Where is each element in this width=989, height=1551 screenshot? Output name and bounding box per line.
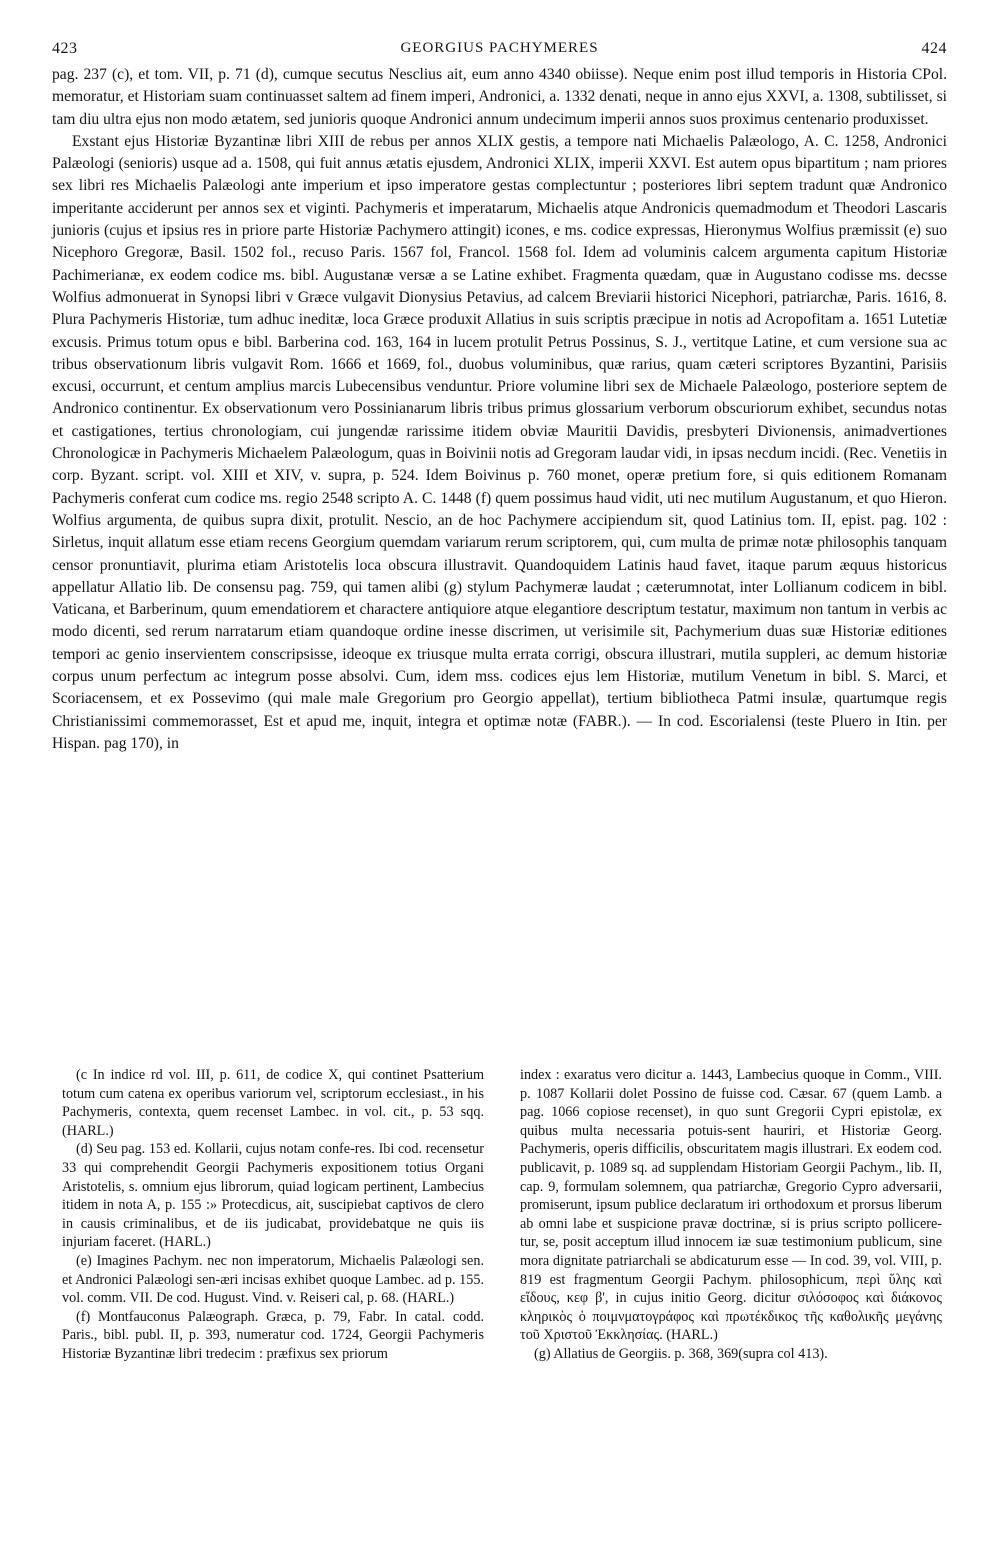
page-header xyxy=(52,40,947,66)
main-paragraph-1: pag. 237 (c), et tom. VII, p. 71 (d), cumque secutus Nesclius ait, eum anno 4340 obiisse). Neque enim post illud temporis in Historia CPol. memoratur, et Historiam suam continuasset saltem ad finem imperi, Andronici, a. 1332 denati, neque in anno ejus XXVI, a. 1308, subtilisset, si tam diu ultra ejus non modo ætatem, sed junioris quoque Andronici annum undecimum imperii annos suos proximus centenario produxisset. xyxy=(52,66,947,128)
footnote-d: (d) Seu pag. 153 ed. Kollarii, cujus notam confe-res. Ibi cod. recensetur 33 qui comprehendit Georgii Pachymeris expositionem totius Organi Aristotelis, s. omnium ejus librorum, quiad logicam pertinent, Lambecius itidem in nota A, p. 155 :» Protecdicus, ait, suscipiebat captivos de clero in causis criminalibus, et de iis judicabat, providebatque ne quis iis injuriam faceret. (HARL.) xyxy=(62,1141,484,1251)
footnote-f-continued: index : exaratus vero dicitur a. 1443, Lambecius quoque in Comm., VIII. p. 1087 Kollarii dolet Possino de fuisse cod. Cæsar. 67 (quem Lamb. a pag. 1066 copiose recenset), in quo sunt Gregorii Cypri epistolæ, ex quibus multa necessaria potuis-sent hauriri, et Historiæ Georg. Pachymeris, operis difficilis, obscuritatem magis illustrari. Ex eodem cod. publicavit, p. 1089 sq. ad supplendam Historiam Georgii Pachym., lib. II, cap. 9, formulam solemnem, qua patriarchæ, Gregorio Cypro adversarii, promiserunt, ipsum publice declaratum iri orthodoxum et prorsus liberum ab omni labe et suspicione pravæ doctrinæ, si is prius scripto pollicere-tur, se, posit acceptum illud innocem iæ suæ testimonium publicum, sine mora dignitate patriarchali se abdicaturum esse — In cod. 39, vol. VIII, p. 819 est fragmentum Georgii Pachym. philosophicum, περὶ ὕλης καὶ εἴδους, κεφ β', in cujus initio Georg. dicitur σιλόσοφος καὶ διάκονος κληρικὸς ὁ ποιμνματογράφος καὶ πρωτέκδικος τῆς καθολικῆς μεγάνης τοῦ Χριστοῦ Ἐκκλησίας. (HARL.) xyxy=(520,1067,942,1344)
footnote-f: (f) Montfauconus Palæograph. Græca, p. 79, Fabr. In catal. codd. Paris., bibl. publ. II, p. 393, numeratur cod. 1724, Georgii Pachymeris Historiæ Byzantinæ libri tredecim : præfixus sex priorum xyxy=(62,1308,484,1362)
footnotes-left-column xyxy=(62,1066,484,1364)
main-text xyxy=(52,64,947,755)
main-paragraph-2: Exstant ejus Historiæ Byzantinæ libri XIII de rebus per annos XLIX gestis, a tempore nati Michaelis Palæologo, A. C. 1258, Andronici Palæologi (senioris) usque ad a. 1508, qui fuit annus ætatis ejusdem, Andronici XLIX, imperii XXVI. Est autem opus bipartitum ; nam priores sex libri res Michaelis Palæologi ante imperium et ipso imperatore gestas complectuntur ; posteriores libri septem tradunt quæ Andronico imperitante acciderunt per annos sex et viginti. Pachymeris et imperatarum, Michaelis atque Andronicis quemadmodum et Theodori Lascaris junioris (cujus et ipsius res in priore parte Historiæ Pachymero attingit) icones, e ms. codice expressas, Hieronymus Wolfius præmissit (e) suo Nicephoro Gregoræ, Basil. 1502 fol., recuso Paris. 1567 fol, Francol. 1568 fol. Idem ad voluminis calcem argumenta capitum Historiæ Pachimerianæ, ex eodem codice ms. bibl. Augustanæ versæ a se Latine exhibet. Fragmenta quædam, quæ in Augustano codisse ms. decsse Wolfius admonuerat in Synopsi libri v Græce vulgavit Dionysius Petavius, ad calcem Breviarii historici Nicephori, patriarchæ, Paris. 1616, 8. Plura Pachymeris Historiæ, tum adhuc ineditæ, loca Græce produxit Allatius in suis scriptis præcipue in notis ad Acropofitam a. 1651 Lutetiæ excusis. Primus totum opus e bibl. Barberina cod. 163, 164 in lucem protulit Petrus Possinus, S. J., vertitque Latine, et cum versione sua ac tribus observationum libris vulgavit Rom. 1666 et 1669, fol., duobus voluminibus, quæ rarius, quam cæteri scriptores Byzantini, Parisiis excusi, occurrunt, et centum amplius marcis Lubecensibus venduntur. Priore volumine libri sex de Michaele Palæologo, posteriore septem de Andronico continentur. Ex observationum vero Possinianarum libris tribus primus glossarium verborum obscuriorum exhibet, secundus notas et castigationes, tertius chronologiam, cui jungendæ rarissime itidem obviæ Mauritii Davidis, presbyteri Divionensis, animadvertiones Chronologicæ in Pachymeris Michaelem Palæologum, quas in Boivinii notis ad Gregoram laudar vidi, in ipsas necdum incidi. (Rec. Venetiis in corp. Byzant. script. vol. XIII et XIV, v. supra, p. 524. Idem Boivinus p. 760 monet, operæ pretium fore, si quis editionem Romanam Pachymeris conferat cum codice ms. regio 2548 scripto A. C. 1448 (f) quem possimus haud vidit, uti nec mutilum Augustanum, et quo Hieron. Wolfius argumenta, de quibus supra dixit, protulit. Nescio, an de hoc Pachymere accipiendum sit, quod Latinius tom. II, epist. pag. 102 : Sirletus, inquit allatum esse etiam recens Georgium quemdam variarum rerum scriptorem, qui, cum multa de primæ notæ philosophis tanquam censor pronuntiavit, plurima etiam Aristotelis loca obscura illustravit. Quandoquidem Latinis haud favet, itaque parum æquus historicus appellatur Allatio lib. De consensu pag. 759, qui tamen alibi (g) stylum Pachymeræ laudat ; cæterumnotat, inter Lollianum codicem in bibl. Vaticana, et Barberinum, quum emendatiorem et charactere antiquiore atque elegantiore descriptum testatur, maximum non tantum in verbis ac modo dicenti, sed rerum narratarum etiam quandoque ordine inesse discrimen, ut verisimile sit, Pachymerium duas suæ Historiæ editiones tempori ac genio inservientem conscripsisse, ideoque ex triusque multa errata corrigi, obscura illustrari, mutila suppleri, ac demum historiæ corpus unum perfectum ac integrum posse absolvi. Cum, idem mss. codices ejus lem Historiæ, mutilum Venetum in bibl. S. Marci, et Scoriacensem, et ex Possevimo (qui male male Gregorium pro Georgio appellat), tertium bibliotheca Patmi insulæ, quartumque regis Christianissimi commemorasset, Est et apud me, inquit, integra et optimæ notæ (FABR.). — In cod. Escorialensi (teste Pluero in Itin. per Hispan. pag 170), in xyxy=(52,132,947,752)
page-number-right: 424 xyxy=(921,40,947,57)
footnotes xyxy=(52,1066,945,1506)
footnote-c: (c In indice rd vol. III, p. 611, de codice X, qui continet Psatterium totum cum catena ex operibus variorum vel, scriptorum ecclesiast., in his Pachymeris, contexta, quem recenset Lambec. in vol. cit., p. 53 sqq. (HARL.) xyxy=(62,1067,484,1139)
footnote-e: (e) Imagines Pachym. nec non imperatorum, Michaelis Palæologi sen. et Andronici Palæologi sen-æri incisas exhibet quoque Lambec. ad p. 155. vol. comm. VII. De cod. Hugust. Vind. v. Reiseri cal, p. 68. (HARL.) xyxy=(62,1252,484,1307)
running-title: GEORGIUS PACHYMERES xyxy=(400,40,599,56)
footnotes-right-column xyxy=(520,1066,942,1364)
page-number-left: 423 xyxy=(52,40,78,57)
footnote-g: (g) Allatius de Georgiis. p. 368, 369(supra col 413). xyxy=(534,1345,828,1362)
